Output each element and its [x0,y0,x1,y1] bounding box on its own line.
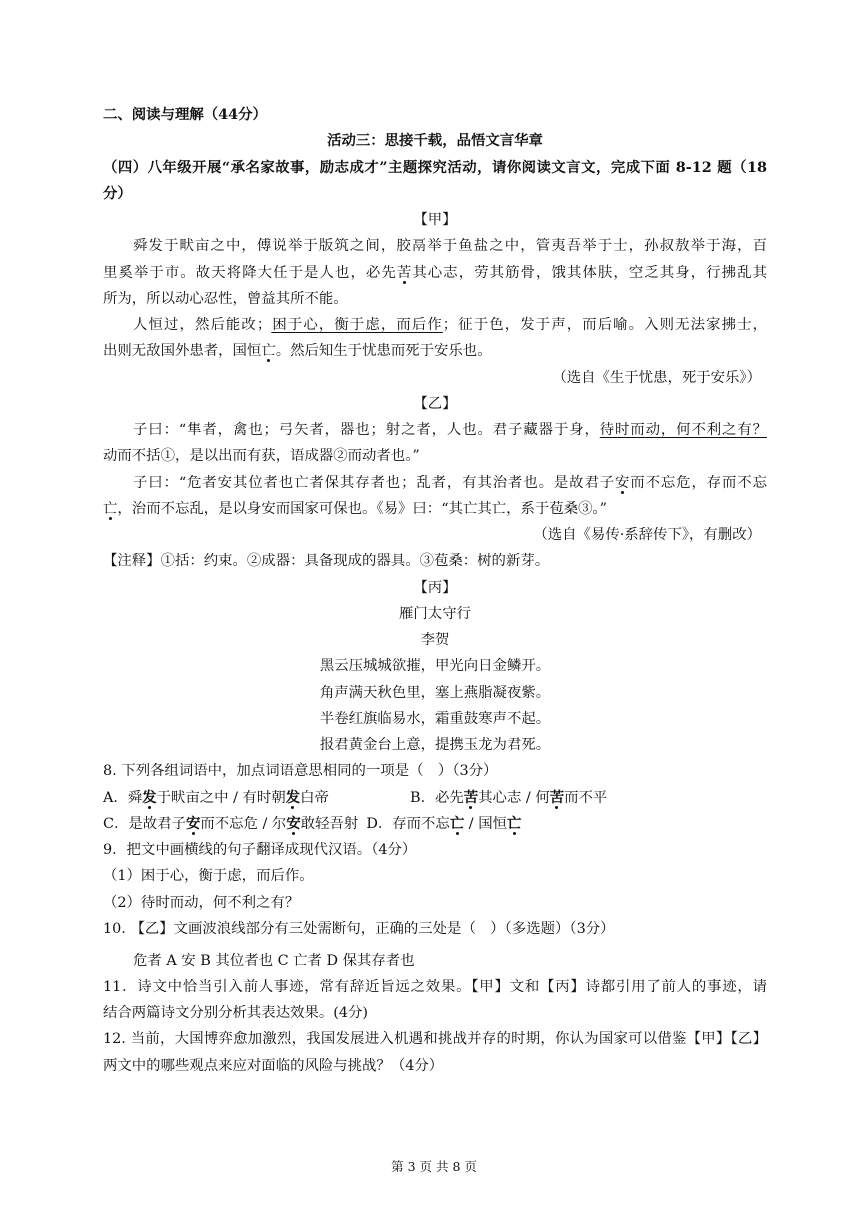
dotted-word: 安 [286,814,301,832]
text-run: ；征于色，发于声，而后喻。入则无法家拂士， [442,317,767,333]
text-run: 子曰：“隼者，禽也；弓矢者，器也；射之者，人也。君子藏器于身， [133,422,600,438]
passage-jia-line [103,338,767,364]
dotted-word: 苦 [396,264,413,281]
text-run: / 国恒 [464,815,507,832]
passage-yi-line [103,470,767,496]
poem-line: 角声满天秋色里，塞上燕脂凝夜紫。 [319,684,551,701]
passage-bing-label: 【丙】 [413,579,457,596]
dotted-word: 苦 [463,788,479,806]
dotted-word: 安 [185,814,201,832]
poem-line: 报君黄金台上意，提携玉龙为君死。 [319,737,551,753]
dotted-word: 苦 [549,788,565,806]
passage-yi-line [103,443,767,469]
passage-yi-source: （选自《易传·系辞传下》，有删改） [533,527,761,543]
passage-yi-notes: 【注释】①括：约束。②成器：具备现成的器具。③苞桑：树的新芽。 [103,553,550,570]
text-run: 人恒过，然后能改； [133,317,272,333]
dotted-word: 安 [615,474,631,491]
dotted-word: 亡 [261,343,276,360]
passage-yi-line [103,496,767,522]
passage-jia-line [103,312,767,338]
question-8-option-d [366,816,521,832]
text-run: 其心志 / 何 [478,789,550,806]
text-run: ，治而不忘乱，是以身安而国家可保也。《易》曰：“其亡其亡，系于苞桑③。” [117,500,608,517]
text-run: D．存而不忘 [366,815,450,832]
passage-yi-line [103,417,767,443]
text-run: 所为，所以动心忍性，曾益其所不能。 [103,290,348,307]
underlined-sentence: 困于心，衡于虑，而后作 [271,317,443,333]
intro-line: 分） [103,184,132,202]
passage-yi-label: 【乙】 [413,395,457,412]
passage-jia-line [103,260,767,286]
poem-line: 黑云压城城欲摧，甲光向日金鳞开。 [319,658,551,675]
passage-jia-line [103,233,767,259]
text-run: 舜发于畎亩之中，傅说举于版筑之间，胶鬲举于鱼盐之中，管夷吾举于士，孙叔敖举于海，百 [133,238,767,255]
question-11-line: 结合两篇诗文分别分析其表达效果。(4分) [103,1005,369,1022]
question-11-line: 11．诗文中恰当引入前人事迹，常有辞近旨远之效果。【甲】文和【丙】诗都引用了前人的事迹，请 [103,978,767,995]
question-8-stem: 8. 下列各组词语中，加点词语意思相同的一项是（ ）（3分） [103,763,498,780]
passage-jia-source: （选自《生于忧患，死于安乐》） [552,369,761,386]
poem-author: 李贺 [420,632,450,648]
text-run: 而不忘危，存而不忘 [630,474,767,491]
text-run: C．是故君子 [103,815,186,832]
question-12-line: 12. 当前，大国博弈愈加激烈，我国发展进入机遇和挑战并存的时期，你认为国家可以借鉴【甲】【乙】 [103,1031,767,1048]
activity-title: 活动三：思接千载，品悟文言华章 [327,132,543,150]
intro-line: （四）八年级开展“承名家故事，励志成才”主题探究活动，请你阅读文言文，完成下面 8-12 题（18 [103,158,767,176]
question-8-option-b [410,790,607,806]
dotted-word: 亡 [449,814,465,832]
question-8-option-c [103,816,358,832]
question-8-option-a [103,785,410,811]
question-9-item: （1）困于心，衡于虑，而后作。 [103,868,314,885]
dotted-word: 发 [285,788,301,806]
question-9-item: （2）待时而动，何不利之有？ [103,894,300,911]
dotted-word: 发 [142,788,157,806]
question-8-options-cd [103,811,767,837]
text-run: 出则无敌国外患者，国恒 [103,343,262,360]
section-heading: 二、阅读与理解（44分） [103,106,267,123]
exam-page [103,102,767,1079]
dotted-word: 亡 [507,814,522,832]
dotted-word: 亡 [103,500,118,517]
poem-title: 雁门太守行 [399,605,471,622]
text-run: B．必先 [410,789,464,806]
passage-jia-line [103,286,767,312]
question-12-line: 两文中的哪些观点来应对面临的风险与挑战？（4分） [103,1057,444,1074]
passage-jia-label: 【甲】 [413,212,457,228]
text-run: 动而不括①，是以出而有获，语成器②而动者也。” [103,448,420,465]
text-run: 而不忘危 / 尔 [200,815,287,832]
text-run: 敢轻吾射 [300,815,359,832]
text-run: 。然后知生于忧患而死于安乐也。 [275,343,492,360]
text-run: 其心志，劳其筋骨，饿其体肤，空乏其身，行拂乱其 [412,264,767,281]
underlined-sentence: 待时而动，何不利之有？ [599,422,767,438]
text-run: 白帝 [300,789,329,806]
question-10-options: 危者 A 安 B 其位者也 C 亡者 D 保其存者也 [133,952,415,969]
poem-line: 半卷红旗临易水，霜重鼓寒声不起。 [319,710,551,727]
text-run: 而不平 [564,789,608,806]
page-number: 第 3 页 共 8 页 [391,1159,477,1174]
text-run: 子曰：“危者安其位者也亡者保其存者也；乱者，有其治者也。是故君子 [133,474,616,491]
question-10-stem: 10. 【乙】文画波浪线部分有三处需断句，正确的三处是（ ）（多选题）（3分） [103,920,615,937]
question-8-options-ab [103,785,767,811]
question-9-stem: 9．把文中画横线的句子翻译成现代汉语。（4分） [103,842,417,858]
text-run: 于畎亩之中 / 有时朝 [156,789,286,806]
text-run: 里奚举于市。故天将降大任于是人也，必先 [103,264,397,281]
text-run: A．舜 [103,789,143,806]
